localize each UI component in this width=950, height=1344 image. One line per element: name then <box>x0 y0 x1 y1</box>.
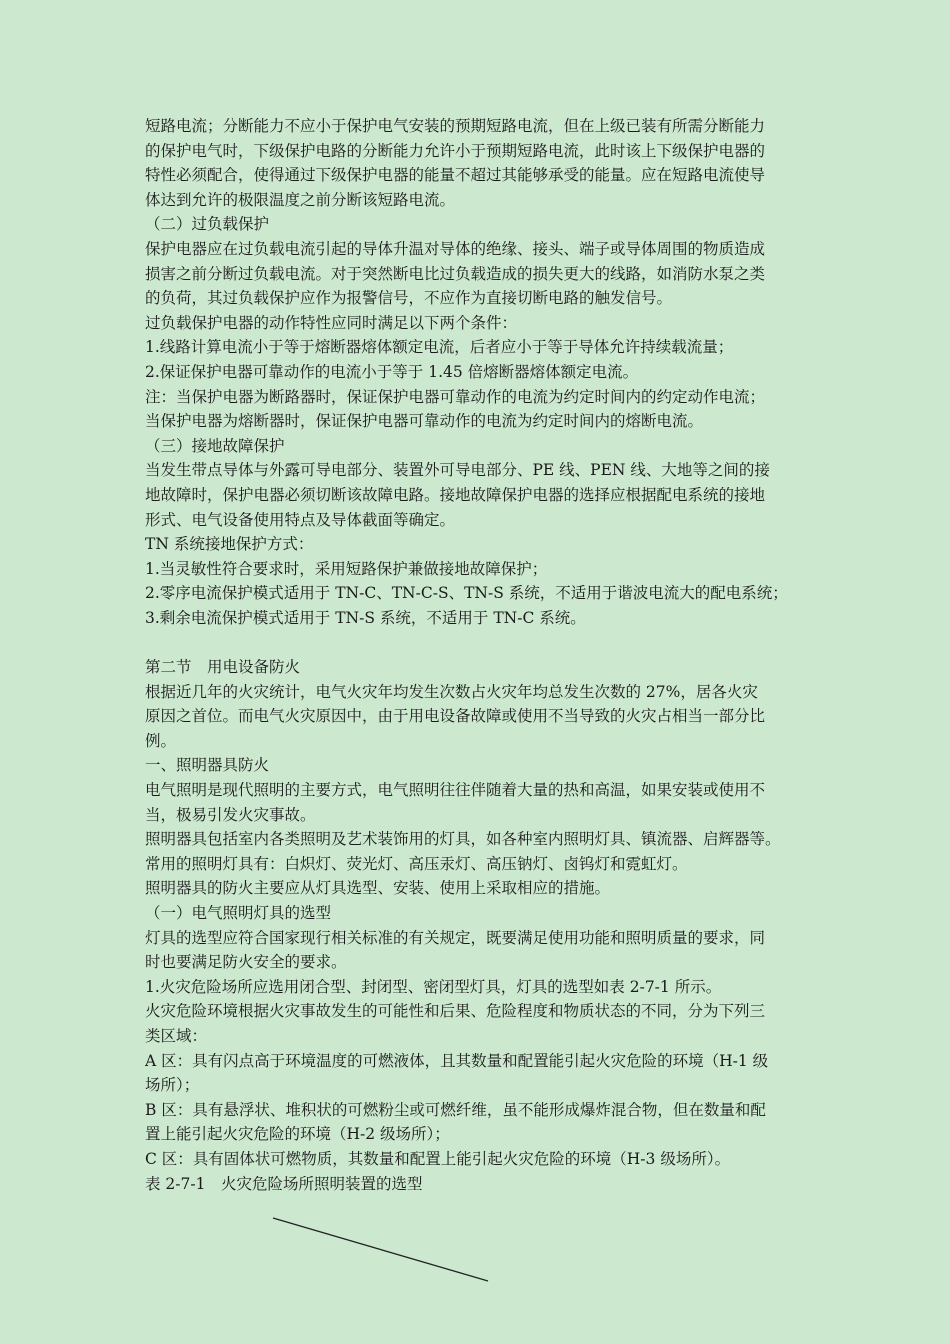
table-caption: 表 2-7-1 火灾危险场所照明装置的选型 <box>145 1174 423 1193</box>
text-line: 照明器具包括室内各类照明及艺术装饰用的灯具，如各种室内照明灯具、镇流器、启辉器等。 <box>145 830 781 849</box>
text-line: 常用的照明灯具有：白炽灯、荧光灯、高压汞灯、高压钠灯、卤钨灯和霓虹灯。 <box>145 854 688 873</box>
section-heading-overload: （二）过负载保护 <box>145 215 270 234</box>
note-line: 注：当保护电器为断路器时，保证保护电器可靠动作的电流为约定时间内的约定动作电流； <box>145 387 766 406</box>
text-line: 类区域： <box>145 1026 208 1045</box>
text-line: 例。 <box>145 731 177 750</box>
text-line: 电气照明是现代照明的主要方式，电气照明往往伴随着大量的热和高温，如果安装或使用不 <box>145 781 766 800</box>
zone-a-line: 场所）； <box>145 1076 200 1095</box>
text-line: 原因之首位。而电气火灾原因中，由于用电设备故障或使用不当导致的火灾占相当一部分比 <box>145 707 766 726</box>
text-line: 损害之前分断过负载电流。对于突然断电比过负载造成的损失更大的线路，如消防水泵之类 <box>145 264 766 283</box>
zone-b-line: B 区：具有悬浮状、堆积状的可燃粉尘或可燃纤维，虽不能形成爆炸混合物，但在数量和配 <box>145 1100 766 1119</box>
zone-c-line: C 区：具有固体状可燃物质，其数量和配置上能引起火灾危险的环境（H-3 级场所）。 <box>145 1149 731 1168</box>
list-item: 2.保证保护电器可靠动作的电流小于等于 1.45 倍熔断器熔体额定电流。 <box>145 362 639 381</box>
text-line: TN 系统接地保护方式： <box>145 535 314 554</box>
text-line: 的负荷，其过负载保护应作为报警信号，不应作为直接切断电路的触发信号。 <box>145 289 673 308</box>
chapter-section-title: 第二节 用电设备防火 <box>145 658 301 677</box>
list-item: 2.零序电流保护模式适用于 TN-C、TN-C-S、TN-S 系统，不适用于谐波电流大的配电系统； <box>145 584 788 603</box>
text-line: 过负载保护电器的动作特性应同时满足以下两个条件： <box>145 313 518 332</box>
section-heading-ground-fault: （三）接地故障保护 <box>145 436 285 455</box>
zone-a-line: A 区：具有闪点高于环境温度的可燃液体，且其数量和配置能引起火灾危险的环境（H-1 级 <box>145 1051 769 1070</box>
list-item: 1.火灾危险场所应选用闭合型、封闭型、密闭型灯具，灯具的选型如表 2-7-1 所示。 <box>145 977 722 996</box>
note-line: 当保护电器为熔断器时，保证保护电器可靠动作的电流为约定时间内的熔断电流。 <box>145 412 704 431</box>
text-line: 体达到允许的极限温度之前分断该短路电流。 <box>145 190 456 209</box>
text-line: 地故障时，保护电器必须切断该故障电路。接地故障保护电器的选择应根据配电系统的接地 <box>145 485 766 504</box>
text-line: 火灾危险环境根据火灾事故发生的可能性和后果、危险程度和物质状态的不同，分为下列三 <box>145 1002 766 1021</box>
text-line: 灯具的选型应符合国家现行相关标准的有关规定，既要满足使用功能和照明质量的要求，同 <box>145 928 766 947</box>
text-line: 保护电器应在过负载电流引起的导体升温对导体的绝缘、接头、端子或导体周围的物质造成 <box>145 239 766 258</box>
text-line: 时也要满足防火安全的要求。 <box>145 953 347 972</box>
section-heading-lighting: 一、照明器具防火 <box>145 756 270 775</box>
text-line: 的保护电气时，下级保护电路的分断能力允许小于预期短路电流，此时该上下级保护电器的 <box>145 141 766 160</box>
text-line: 照明器具的防火主要应从灯具选型、安装、使用上采取相应的措施。 <box>145 879 611 898</box>
text-line: 当，极易引发火灾事故。 <box>145 805 316 824</box>
zone-b-line: 置上能引起火灾危险的环境（H-2 级场所）； <box>145 1125 450 1144</box>
text-line: 短路电流；分断能力不应小于保护电气安装的预期短路电流，但在上级已装有所需分断能力 <box>145 117 766 135</box>
text-line: 根据近几年的火灾统计，电气火灾年均发生次数占火灾年均总发生次数的 27%，居各火灾 <box>145 682 758 701</box>
list-item: 3.剩余电流保护模式适用于 TN-S 系统，不适用于 TN-C 系统。 <box>145 608 586 627</box>
text-line: 当发生带点导体与外露可导电部分、装置外可导电部分、PE 线、PEN 线、大地等之间的接 <box>145 461 770 480</box>
list-item: 1.当灵敏性符合要求时，采用短路保护兼做接地故障保护； <box>145 559 548 578</box>
section-heading-lamp-selection: （一）电气照明灯具的选型 <box>145 904 332 922</box>
list-item: 1.线路计算电流小于等于熔断器熔体额定电流，后者应小于等于导体允许持续载流量； <box>145 338 734 357</box>
text-line: 形式、电气设备使用特点及导体截面等确定。 <box>145 510 456 529</box>
table-header-diagonal <box>273 1218 488 1281</box>
text-line: 特性必须配合，使得通过下级保护电器的能量不超过其能够承受的能量。应在短路电流使导 <box>145 166 766 185</box>
